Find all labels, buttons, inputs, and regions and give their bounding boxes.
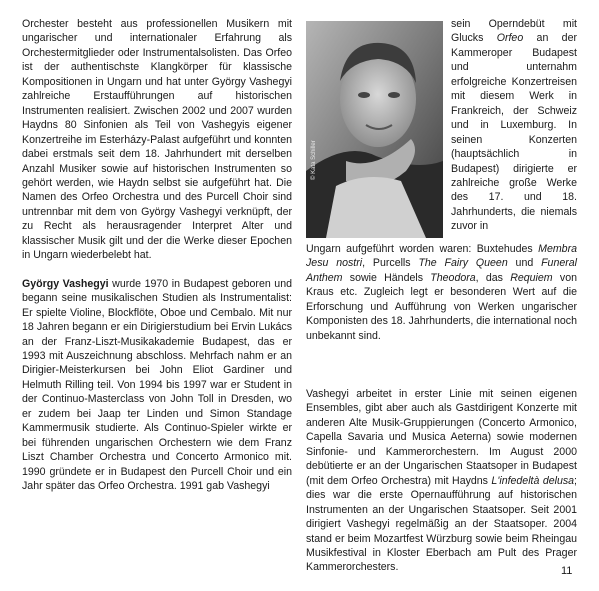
text-span: und xyxy=(507,257,542,270)
text-span: von Kraus etc. Zugleich legt er besonderen Wert auf die Erforschung und Aufführung von Werken ungarischer Komponisten des 18. Jahrhunderts, die international noch unbekannt sind. xyxy=(306,271,577,342)
conductor-name: György Vashegyi xyxy=(22,277,109,290)
work-title: L'infedeltà delusa xyxy=(491,474,575,487)
work-title: The Fairy Queen xyxy=(418,257,508,270)
paragraph-works xyxy=(306,242,577,343)
right-wide-column-2 xyxy=(306,387,577,575)
work-title: Theodora xyxy=(430,271,476,284)
right-narrow-column xyxy=(451,17,577,234)
work-title: Membra Jesu nostri xyxy=(306,243,577,270)
work-title: Requiem xyxy=(510,271,553,284)
text-span: sowie Händels xyxy=(342,271,431,284)
right-wide-column xyxy=(306,242,577,343)
text-span: Ungarn aufgeführt worden waren: Buxtehudes xyxy=(306,243,539,255)
conductor-portrait-photo xyxy=(306,21,443,238)
text-span: , Purcells xyxy=(362,257,419,270)
text-span: sein Operndebüt mit Glucks xyxy=(451,18,577,45)
work-title: Orfeo xyxy=(496,32,524,45)
left-column xyxy=(22,17,292,494)
text-span: an der Kammeroper Budapest und unternahm erfolgreiche Konzertreisen mit diesem Werk in Frankreich, der Schweiz und in Luxemburg. In seinen Konzerten (hauptsächlich in Budapest) dirigierte er zahlreiche große Werke des 17. und 18. Jahrhunderts, die niemals zuvor in xyxy=(451,32,577,233)
page-number: 11 xyxy=(561,565,573,577)
biography-text: wurde 1970 in Budapest geboren und begann seine musikalischen Studien als Instrumentalist: Er spielte Violine, Blockflöte, Oboe und Cembalo. Mit nur 18 Jahren begann er ein Dirigierstudium bei Ervin Lukács an der Franz-Liszt-Musikakademie Budapest, das er 1993 mit Auszeichnung abschloss. Mehrfach nahm er an Dirigier-Meisterkursen bei John Eliot Gardiner und Helmuth Rilling teil. Von 1994 bis 1997 war er Student in der Continuo-Masterclass von John Toll in Dresden, wo er zudem bei Jaap ter Linden und Simon Standage Kammermusik studierte. Als Continuo-Spieler wirkte er bei führenden ungarischen Orchestern wie dem Franz Liszt Chamber Orchestra und Concerto Armonico mit. 1990 gründete er in Budapest den Purcell Choir und ein Jahr später das Orfeo Orchestra. 1991 gab Vashegyi xyxy=(22,277,292,493)
paragraph-orchestra: Orchester besteht aus professionellen Musikern mit ungarischer und internationaler Erfahrung als Orchestermitglieder oder Instrumentalsolisten. Das Orfeo ist der authentischste Klangkörper für klassische Kompositionen in Ungarn und hat unter György Vashegyi zahlreiche Erstaufführungen auf historischen Instrumenten realisiert. Zwischen 2002 und 2007 wurden Haydns 80 Sinfonien als Teil von Vashegyis eigener Konzertreihe im Esterházy-Palast aufgeführt und konnten dabei erstmals seit dem 18. Jahrhundert mit derselben Anzahl Musiker sowie auf historischen Instrumenten so gehört werden, wie Haydn selbst sie aufgeführt hat. Die Namen des Orfeo Orchestra und des Purcell Choir sind untrennbar mit dem von György Vashegyi verknüpft, der zu Recht als herausragender Interpret Alter und klassischer Musik gilt und der die Werke dieser Epochen in Ungarn wiederbelebt hat. xyxy=(22,18,292,262)
text-span: Vashegyi arbeitet in erster Linie mit seinen eigenen Ensembles, gibt aber auch als Gastdirigent Konzerte mit anderen Alte Musik-Gruppierungen (Concerto Armonico, Capella Savaria und Musica Aeterna) sowie modernen Sinfonie- und Kammerorchestern. Im August 2000 debütierte er an der Ungarischen Staatsoper in Budapest (mit dem Orfeo Orchestra) mit Haydns xyxy=(306,388,577,487)
paragraph-biography xyxy=(22,277,292,494)
portrait-image xyxy=(306,21,443,238)
text-span: , das xyxy=(475,271,511,284)
photo-credit: © Kata Schiller xyxy=(311,140,317,180)
work-title: Funeral Anthem xyxy=(306,257,577,284)
text-span: ; dies war die erste Opernaufführung auf historischen Instrumenten an der Ungarischen Staatsoper. Seit 2001 dirigiert Vashegyi regelmäßig an der Staatsoper. 2004 stand er beim Mozartfest Würzburg sowie beim Rheingau Musikfestival in Kloster Eberbach am Pult des Prager Kammerorchesters. xyxy=(306,474,577,574)
paragraph-ensembles xyxy=(306,387,577,575)
paragraph-opera-debut xyxy=(451,17,577,234)
